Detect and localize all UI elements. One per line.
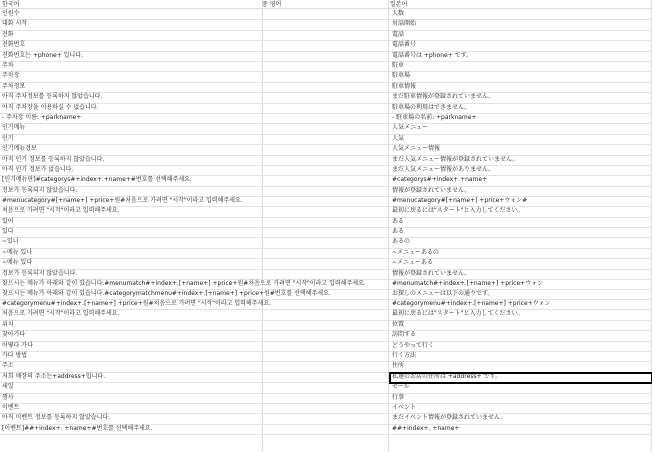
english-cell[interactable] (263, 114, 388, 123)
korean-cell[interactable]: 아직 인기 정보를 등록하지 않았습니다. (2, 155, 105, 163)
korean-cell[interactable]: 정보가 등록되지 않았습니다. (2, 186, 78, 194)
table-row (0, 20, 652, 30)
korean-cell[interactable]: 주차 (2, 62, 14, 69)
header-japanese[interactable]: 일본어 (390, 1, 408, 8)
japanese-cell[interactable]: ある (392, 217, 405, 225)
japanese-cell[interactable]: 行事 (392, 393, 405, 401)
english-cell[interactable] (263, 362, 388, 371)
korean-cell[interactable]: ~메뉴 있나 (2, 248, 33, 256)
korean-cell[interactable]: 인기 (2, 134, 14, 142)
japanese-cell[interactable]: 人気 (392, 134, 405, 142)
korean-cell[interactable]: 주차정보 (2, 82, 26, 90)
english-cell[interactable] (263, 300, 388, 309)
table-row (0, 166, 652, 176)
korean-cell[interactable]: 아직 이벤트 정보를 등록하지 않았습니다. (2, 414, 111, 422)
korean-cell[interactable]: #categorymenu#+index+.[+name+] +price+원#처음으로 가려면 "시작"이라고 입력해주세요. (2, 300, 272, 307)
korean-cell[interactable]: 아직 주차정보를 등록하지 않았습니다. (2, 93, 103, 101)
japanese-cell[interactable]: #menumatch#+index+.[+name+] +price+ウォン (392, 280, 543, 287)
english-cell[interactable] (263, 135, 388, 144)
table-row (0, 41, 652, 51)
korean-cell[interactable]: 찾으시는 메뉴가 아래와 같이 있습니다.#categorymatchmenu#+index+.[+name+] +price+원#번호를 선택해주세요. (2, 290, 331, 297)
japanese-cell[interactable]: まだ人気メニュー情報が登録されていません。 (392, 155, 519, 163)
korean-cell[interactable]: [이벤트]##+index+. +name+#번호를 선택해주세요. (2, 424, 153, 432)
table-row (0, 290, 652, 300)
korean-cell[interactable]: 있어 (2, 217, 14, 225)
korean-cell[interactable]: 전화번호 (2, 41, 26, 49)
english-cell[interactable] (263, 52, 388, 61)
english-cell[interactable] (263, 10, 388, 19)
table-row (0, 62, 652, 72)
japanese-cell[interactable]: 最初に戻るには"スタート"と入力してください。 (392, 310, 524, 318)
japanese-cell[interactable]: 私達のお店の住所は +address+ です。 (392, 372, 501, 380)
japanese-cell[interactable]: ##+index+. +name+ (392, 424, 460, 432)
table-row (0, 145, 652, 155)
japanese-cell[interactable]: まだ人気メニュー情報がありません。 (392, 166, 495, 173)
korean-cell[interactable]: 찾아가다 (2, 331, 26, 339)
korean-cell[interactable]: 주소 (2, 362, 14, 370)
english-cell[interactable] (263, 218, 388, 227)
korean-cell[interactable]: 있다 (2, 228, 14, 235)
table-row (0, 93, 652, 103)
table-row (0, 135, 652, 145)
table-row (0, 259, 652, 269)
japanese-cell[interactable]: イベント (392, 404, 417, 411)
english-cell[interactable] (263, 20, 388, 29)
table-row (0, 270, 652, 280)
english-cell[interactable] (263, 414, 388, 423)
english-cell[interactable] (263, 197, 388, 206)
table-row (0, 300, 652, 310)
english-cell[interactable] (263, 331, 388, 340)
japanese-cell[interactable]: #menucategory#[+name+] +price+ウォン# (392, 197, 528, 205)
table-row (0, 310, 652, 320)
table-row (0, 176, 652, 186)
table-row (0, 331, 652, 341)
japanese-cell[interactable]: まだイベント情報が登録されていません。 (392, 414, 507, 422)
korean-cell[interactable]: 어떻다 가다 (2, 341, 33, 349)
english-cell[interactable] (263, 207, 388, 216)
korean-cell[interactable]: 저희 매장의 주소는+address+입니다. (2, 372, 106, 380)
japanese-cell[interactable]: 行く方法 (392, 352, 417, 359)
korean-cell[interactable]: 행사 (2, 393, 14, 401)
english-cell[interactable] (263, 352, 388, 361)
japanese-cell[interactable]: 住所 (392, 362, 405, 370)
table-row (0, 404, 652, 414)
english-cell[interactable] (263, 124, 388, 133)
korean-cell[interactable]: 전화 (2, 30, 14, 38)
korean-cell[interactable]: 위치 (2, 320, 14, 328)
table-row (0, 156, 652, 166)
english-cell[interactable] (263, 62, 388, 71)
korean-cell[interactable]: 처음으로 가려면 "시작"이라고 입력해주세요. (2, 310, 120, 318)
korean-cell[interactable]: ~있나 (2, 238, 19, 246)
japanese-cell[interactable]: - 駐車場の名前: +parkname+ (392, 114, 477, 121)
header-korean[interactable]: 한국어 (2, 1, 20, 8)
japanese-cell[interactable]: あるの (392, 238, 411, 246)
english-cell[interactable] (263, 104, 388, 113)
english-cell[interactable] (263, 41, 388, 50)
table-row (0, 352, 652, 362)
english-cell[interactable] (263, 72, 388, 81)
japanese-cell[interactable]: #categorymenu#+index+.[+name+] +price+ウォン (392, 300, 551, 307)
japanese-cell[interactable]: ある (392, 228, 405, 235)
english-cell[interactable] (263, 166, 388, 175)
english-cell[interactable] (263, 145, 388, 154)
english-cell[interactable] (263, 187, 388, 196)
korean-cell[interactable]: 주차장 (2, 72, 20, 80)
english-cell[interactable] (263, 342, 388, 351)
table-row (0, 249, 652, 259)
korean-cell[interactable]: 인기메뉴정보 (2, 145, 37, 153)
table-row (0, 394, 652, 404)
korean-cell[interactable]: 인원수 (2, 10, 20, 17)
japanese-cell[interactable]: まだ駐車情報が登録されていません。 (392, 93, 495, 101)
english-cell[interactable] (263, 404, 388, 413)
english-cell[interactable] (263, 321, 388, 330)
korean-cell[interactable]: 인기메뉴 (2, 124, 26, 132)
english-cell[interactable] (263, 394, 388, 403)
english-cell[interactable] (263, 259, 388, 268)
korean-cell[interactable]: 대화 시작 (2, 20, 28, 28)
header-row (0, 0, 652, 9)
japanese-cell[interactable]: 人気メニュー (392, 124, 429, 132)
english-cell[interactable] (263, 93, 388, 102)
table-row (0, 197, 652, 207)
japanese-cell[interactable]: お探しのメニューは以下の通りです。 (392, 290, 494, 297)
english-cell[interactable] (263, 83, 388, 92)
korean-cell[interactable]: 정보가 등록되지 않았습니다. (2, 269, 78, 277)
english-cell[interactable] (263, 31, 388, 40)
korean-cell[interactable]: ~메뉴 있다 (2, 259, 33, 267)
korean-cell[interactable]: 전화번호는 +phone+ 입니다. (2, 51, 83, 59)
table-row (0, 321, 652, 331)
table-row (0, 383, 652, 393)
table-row (0, 238, 652, 248)
table-row (0, 72, 652, 82)
table-row (0, 104, 652, 114)
japanese-cell[interactable]: 情報が登録されていません。 (392, 269, 471, 277)
japanese-cell[interactable]: 駐車情報 (392, 82, 417, 90)
table-row (0, 187, 652, 197)
english-cell[interactable] (263, 249, 388, 258)
japanese-cell[interactable]: 人数 (392, 10, 405, 17)
japanese-cell[interactable]: どうやって行く (392, 341, 435, 349)
header-english[interactable]: 중 영어 (262, 1, 282, 8)
english-cell[interactable] (263, 176, 388, 185)
japanese-cell[interactable]: 対話開始 (392, 20, 417, 28)
table-row (0, 207, 652, 217)
japanese-cell[interactable]: ~メニューある (392, 259, 434, 267)
table-row (0, 114, 652, 124)
japanese-cell[interactable]: 電話番号は +phone+ です。 (392, 51, 473, 59)
japanese-cell[interactable]: ~メニューあるの (392, 248, 440, 256)
japanese-cell[interactable]: 駐車場の利用はできません。 (392, 103, 471, 111)
table-row (0, 280, 652, 290)
japanese-cell[interactable]: 駐車 (392, 62, 405, 69)
table-row (0, 52, 652, 62)
english-cell[interactable] (263, 310, 388, 319)
english-cell[interactable] (263, 238, 388, 247)
korean-cell[interactable]: - 주차장 이름: +parkname+ (2, 114, 82, 121)
table-row (0, 425, 652, 435)
english-cell[interactable] (263, 373, 388, 382)
table-row (0, 83, 652, 93)
english-cell[interactable] (263, 280, 388, 289)
korean-cell[interactable]: 아직 인기 정보가 없습니다. (2, 166, 74, 173)
english-cell[interactable] (263, 425, 388, 434)
english-cell[interactable] (263, 290, 388, 299)
english-cell[interactable] (263, 156, 388, 165)
korean-cell[interactable]: 가다 방법 (2, 352, 28, 359)
table-row (0, 414, 652, 424)
english-cell[interactable] (263, 383, 388, 392)
english-cell[interactable] (263, 270, 388, 279)
korean-cell[interactable]: 처음으로 가려면 "시작"이라고 입력해주세요. (2, 207, 120, 215)
korean-cell[interactable]: 찾으시는 메뉴가 아래와 같이 있습니다.#menumatch#+index+.[+name+] +price+원#처음으로 가려면 "시작"이라고 입력해주세요. (2, 280, 366, 287)
table-row (0, 10, 652, 20)
korean-cell[interactable]: 아직 주차장을 이용하실 수 없습니다. (2, 103, 99, 111)
japanese-cell[interactable]: 最初に戻るには"スタート"と入力してください。 (392, 207, 524, 215)
english-cell[interactable] (263, 228, 388, 237)
japanese-cell[interactable]: 情報が登録されていません。 (392, 186, 471, 194)
japanese-cell[interactable]: 位置 (392, 320, 405, 328)
table-row (0, 218, 652, 228)
korean-cell[interactable]: 세일 (2, 383, 14, 391)
japanese-cell[interactable]: 電話 (392, 30, 405, 38)
japanese-cell[interactable]: 訪問する (392, 331, 417, 339)
japanese-cell[interactable]: 人気メニュー情報 (392, 145, 441, 153)
table-row (0, 342, 652, 352)
korean-cell[interactable]: 이벤트 (2, 404, 20, 411)
korean-cell[interactable]: #menucategory#[+name+] +price+원#처음으로 가려면 "시작"이라고 입력해주세요. (2, 197, 243, 205)
table-row (0, 31, 652, 41)
japanese-cell[interactable]: セール (392, 383, 410, 391)
japanese-cell[interactable]: 電話番号 (392, 41, 417, 49)
japanese-cell[interactable]: #categorys#+index+.+name+ (392, 176, 488, 184)
table-row (0, 124, 652, 134)
korean-cell[interactable]: [인기메뉴판]#categorys#+index+.+name+#번호를 선택해주세요. (2, 176, 192, 184)
japanese-cell[interactable]: 駐車場 (392, 72, 411, 80)
table-row (0, 228, 652, 238)
